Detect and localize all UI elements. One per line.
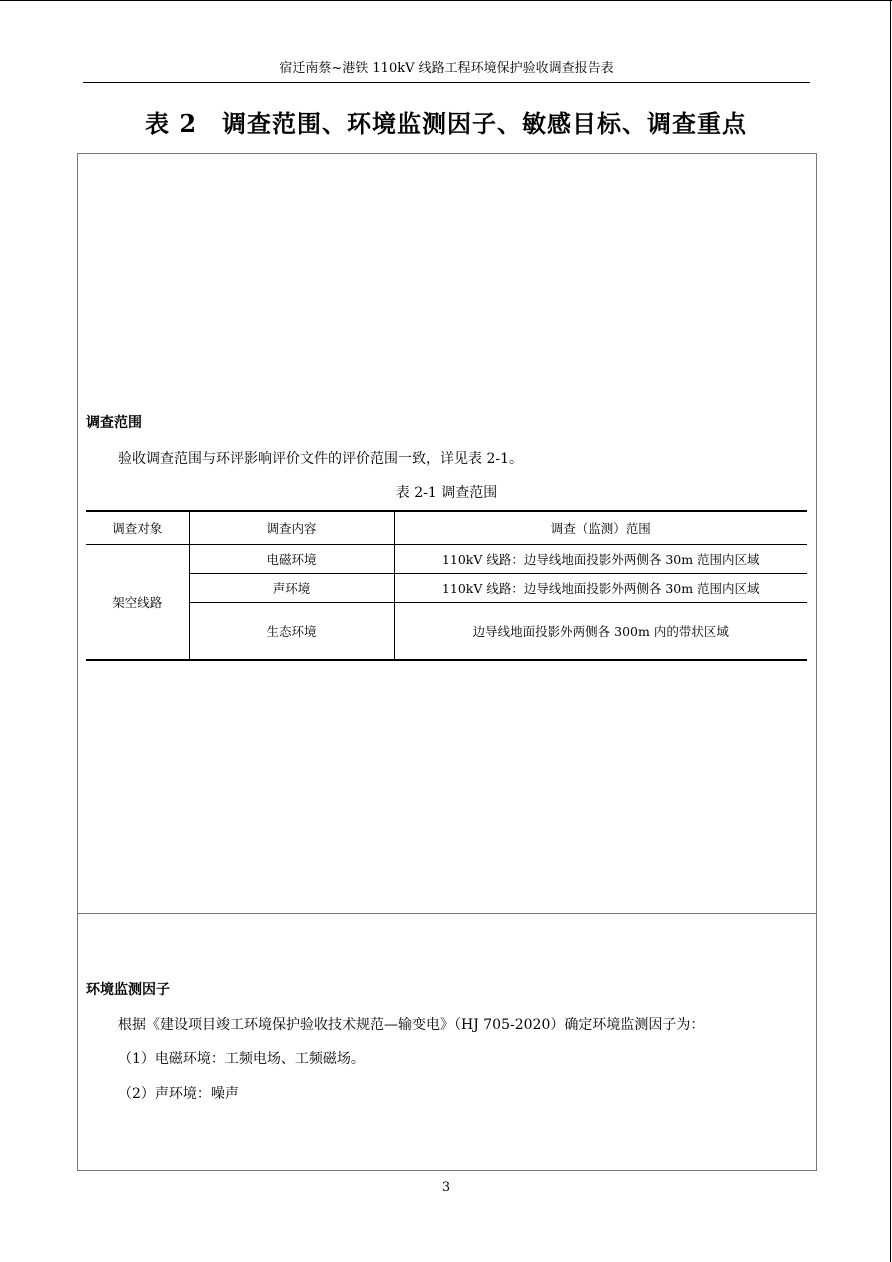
- factors-intro: 根据《建设项目竣工环境保护验收技术规范—输变电》（HJ 705-2020）确定环境监测因子为：: [118, 1017, 705, 1033]
- page-title: 表 2 调查范围、环境监测因子、敏感目标、调查重点: [144, 109, 748, 138]
- header-rule: [83, 82, 810, 83]
- page-right-border: [890, 0, 891, 1262]
- survey-object-cell: 架空线路: [112, 595, 163, 610]
- page-top-border: [0, 0, 892, 1]
- survey-content-cell: 电磁环境: [189, 545, 394, 574]
- table-row: [86, 545, 807, 574]
- factor-item: （2）声环境：噪声: [118, 1086, 239, 1102]
- column-header: 调查对象: [86, 511, 189, 545]
- table-header-row: [86, 511, 807, 545]
- scope-heading: 调查范围: [86, 415, 142, 431]
- scope-intro: 验收调查范围与环评影响评价文件的评价范围一致，详见表 2-1。: [118, 451, 523, 467]
- survey-range-cell: 110kV 线路：边导线地面投影外两侧各 30m 范围内区域: [394, 574, 807, 603]
- factor-item: （1）电磁环境：工频电场、工频磁场。: [118, 1051, 365, 1067]
- survey-range-cell: 110kV 线路：边导线地面投影外两侧各 30m 范围内区域: [394, 545, 807, 574]
- column-header: 调查内容: [189, 511, 394, 545]
- survey-content-cell: 生态环境: [189, 603, 394, 661]
- column-header: 调查（监测）范围: [394, 511, 807, 545]
- factors-heading: 环境监测因子: [86, 982, 170, 998]
- survey-range-cell: 边导线地面投影外两侧各 300m 内的带状区域: [394, 603, 807, 661]
- survey-content-cell: 声环境: [189, 574, 394, 603]
- page-number: 3: [441, 1180, 451, 1195]
- scope-table: [86, 510, 807, 661]
- frame-divider: [77, 913, 817, 914]
- table-row: [86, 603, 807, 661]
- running-header: 宿迁南蔡~港铁 110kV 线路工程环境保护验收调查报告表: [279, 61, 614, 76]
- table-caption: 表 2-1 调查范围: [395, 485, 498, 501]
- table-row: [86, 574, 807, 603]
